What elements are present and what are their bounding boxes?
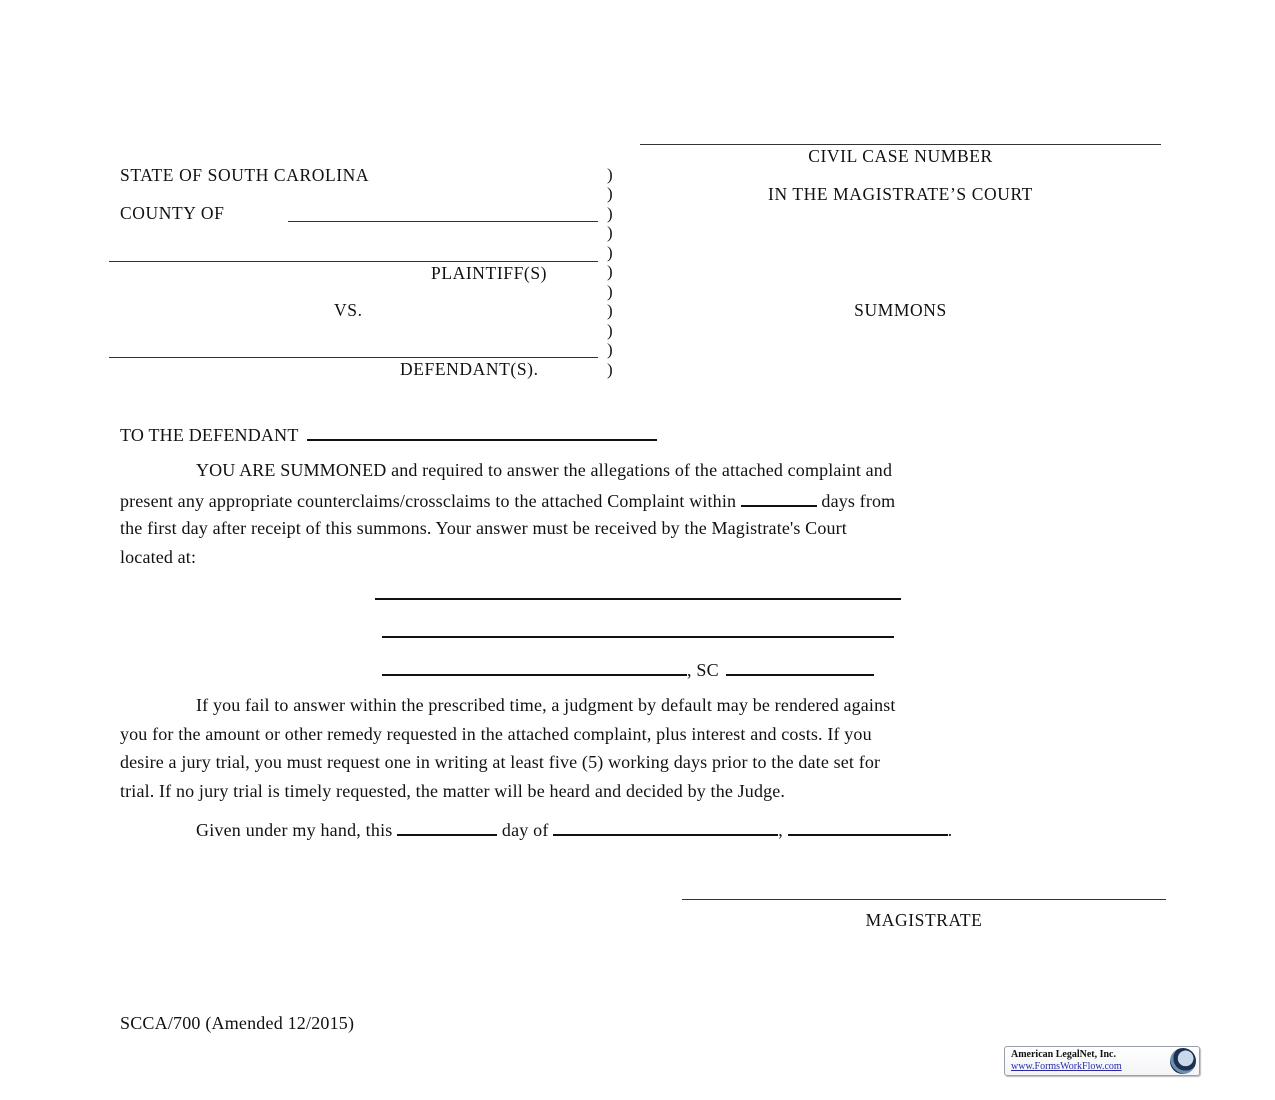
summoned-lead: YOU ARE SUMMONED bbox=[196, 460, 387, 480]
case-number-label: CIVIL CASE NUMBER bbox=[808, 146, 993, 166]
county-field[interactable] bbox=[288, 221, 598, 222]
month-blank[interactable] bbox=[553, 818, 778, 836]
paren: ) bbox=[607, 184, 613, 203]
plaintiff-label: PLAINTIFF(S) bbox=[431, 263, 548, 283]
court-address-line-2[interactable] bbox=[382, 636, 894, 638]
paren: ) bbox=[607, 165, 613, 184]
given-text: Given under my hand, this bbox=[196, 820, 398, 840]
paren: ) bbox=[607, 321, 613, 340]
paragraph-text: days from bbox=[816, 491, 896, 511]
paragraph-1-line-1 bbox=[120, 460, 1156, 481]
document-title: SUMMONS bbox=[854, 300, 947, 320]
paragraph-2-line-4: trial. If no jury trial is timely requested, the matter will be heard and decided by the Judge. bbox=[120, 781, 786, 801]
defendant-label: DEFENDANT(S). bbox=[400, 359, 539, 379]
paragraph-1-line-4: located at: bbox=[120, 547, 197, 567]
globe-icon bbox=[1170, 1048, 1196, 1074]
paren: ) bbox=[607, 262, 613, 281]
american-legalnet-badge[interactable] bbox=[1004, 1046, 1200, 1076]
paragraph-1-line-3: the first day after receipt of this summons. Your answer must be received by the Magistrate's Court bbox=[120, 518, 847, 538]
magistrate-label: MAGISTRATE bbox=[865, 910, 983, 930]
to-defendant-label: TO THE DEFENDANT bbox=[120, 425, 299, 445]
paragraph-1-line-2 bbox=[120, 489, 1156, 512]
plaintiff-name-field[interactable] bbox=[109, 261, 598, 262]
versus-label: VS. bbox=[334, 300, 363, 320]
paren: ) bbox=[607, 301, 613, 320]
to-defendant-line bbox=[120, 423, 657, 445]
given-text: . bbox=[947, 820, 953, 840]
paragraph-text: present any appropriate counterclaims/crossclaims to the attached Complaint within bbox=[120, 491, 741, 511]
paren: ) bbox=[607, 243, 613, 262]
paragraph-2-line-2: you for the amount or other remedy requested in the attached complaint, plus interest and costs. If you bbox=[120, 724, 872, 744]
magistrate-signature-line[interactable] bbox=[682, 899, 1166, 900]
court-address-line-1[interactable] bbox=[375, 598, 901, 600]
defendant-name-field[interactable] bbox=[109, 357, 598, 358]
paragraph-text: and required to answer the allegations of the attached complaint and bbox=[386, 460, 893, 480]
court-city-blank[interactable] bbox=[382, 658, 687, 676]
year-blank[interactable] bbox=[788, 818, 948, 836]
paren: ) bbox=[607, 360, 613, 379]
given-text: day of bbox=[497, 820, 554, 840]
paragraph-2-line-3: desire a jury trial, you must request one in writing at least five (5) working days prior to the date set for bbox=[120, 752, 881, 772]
state-abbrev: , SC bbox=[687, 660, 719, 680]
days-blank[interactable] bbox=[741, 489, 817, 507]
court-label: IN THE MAGISTRATE’S COURT bbox=[768, 184, 1033, 204]
paren: ) bbox=[607, 340, 613, 359]
paragraph-2-line-1: If you fail to answer within the prescribed time, a judgment by default may be rendered against bbox=[196, 695, 896, 715]
paren: ) bbox=[607, 223, 613, 242]
defendant-name-blank[interactable] bbox=[307, 423, 657, 441]
county-label: COUNTY OF bbox=[120, 203, 225, 223]
day-blank[interactable] bbox=[397, 818, 497, 836]
case-number-field[interactable] bbox=[640, 144, 1161, 145]
given-under-hand-line bbox=[196, 818, 952, 840]
paren: ) bbox=[607, 204, 613, 223]
company-name: American LegalNet, Inc. bbox=[1011, 1049, 1116, 1060]
given-text: , bbox=[778, 820, 788, 840]
company-url-link[interactable]: www.FormsWorkFlow.com bbox=[1011, 1061, 1122, 1072]
court-zip-blank[interactable] bbox=[726, 658, 874, 676]
court-city-zip-line bbox=[382, 658, 874, 680]
state-label: STATE OF SOUTH CAROLINA bbox=[120, 165, 370, 185]
paren: ) bbox=[607, 282, 613, 301]
form-id: SCCA/700 (Amended 12/2015) bbox=[120, 1013, 355, 1033]
